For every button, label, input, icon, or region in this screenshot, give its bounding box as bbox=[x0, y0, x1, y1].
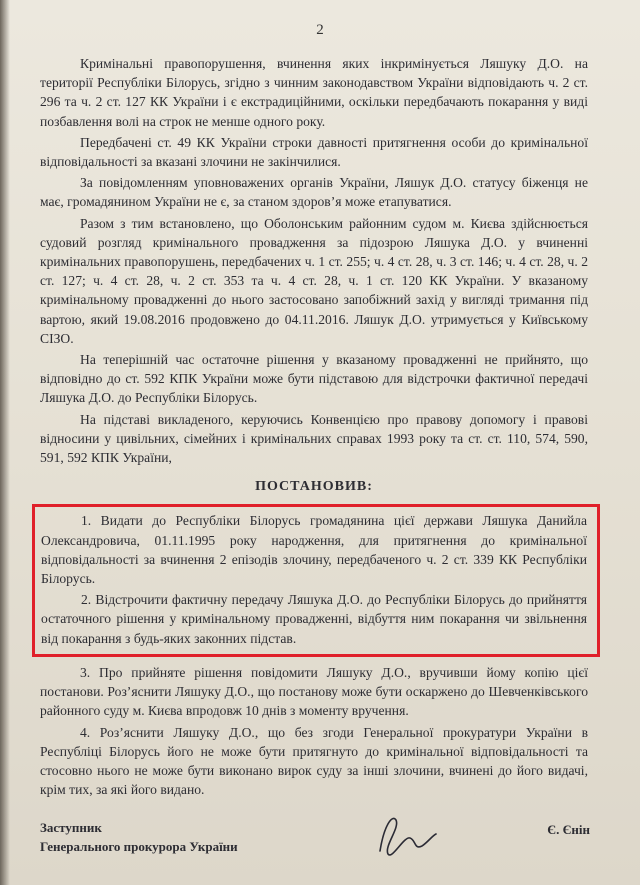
document-body bbox=[40, 54, 588, 801]
paragraph: На теперішній час остаточне рішення у вказаному провадженні не прийнято, що відповідно до ст. 592 КПК України може бути підставою для відстрочки фактичної передачі Ляшука Д.О. до Республіки Білорусь. bbox=[40, 352, 588, 406]
paragraph: Передбачені ст. 49 КК України строки давності притягнення особи до кримінальної відповідальності за вказані злочини не закінчилися. bbox=[40, 134, 588, 170]
signer-title bbox=[40, 818, 238, 856]
signer-title-line: Заступник bbox=[40, 820, 102, 835]
resolution-item: 3. Про прийняте рішення повідомити Ляшуку Д.О., вручивши йому копію цієї постанови. Роз’яснити Ляшуку Д.О., що постанову може бути оскаржено до Шевченківського районного суду м. Києва впродовж 10 днів з моменту вручення. bbox=[40, 664, 588, 719]
page-edge-shadow bbox=[0, 0, 10, 885]
paragraph: На підставі викладеного, керуючись Конвенцією про правову допомогу і правові відносини у цивільних, сімейних і кримінальних справах 1993 року та ст. ст. 110, 574, 590, 591, 592 КПК України, bbox=[40, 411, 588, 466]
resolution-item: 1. Видати до Республіки Білорусь громадянина цієї держави Ляшука Данийла Олександровича, 01.11.1995 року народження, для притягнення до кримінальної відповідальності за вчинення 2 епізодів злочину, передбаченого ч. 2 ст. 339 КК Республіки Білорусь. bbox=[41, 513, 587, 587]
signer-title-line: Генерального прокурора України bbox=[40, 839, 238, 854]
paragraph: Кримінальні правопорушення, вчинення яких інкримінується Ляшуку Д.О. на території Республіки Білорусь, згідно з чинним законодавством України відповідають ч. 2 ст. 296 та ч. 2 ст. 127 КК України і є екстрадиційними, оскільки передбачають покарання у виді позбавлення волі на строк не менше одного року. bbox=[40, 56, 588, 129]
signer-name: Є. Єнін bbox=[547, 822, 590, 837]
resolution-heading: ПОСТАНОВИВ: bbox=[255, 479, 373, 495]
highlighted-section bbox=[32, 504, 600, 656]
paragraph: Разом з тим встановлено, що Оболонським районним судом м. Києва здійснюється судовий розгляд кримінального провадження за підозрою Ляшука Д.О. у вчиненні кримінальних правопорушень, передбачених ч. 1 ст. 255; ч. 4 ст. 28, ч. 3 ст. 146; ч. 4 ст. 28, ч. 2 ст. 127; ч. 4 ст. 28, ч. 2 ст. 353 та ч. 4 ст. 28, ч. 1 ст. 120 КК України. У вказаному кримінальному провадженні до нього застосовано запобіжний захід у вигляді тримання під вартою, який 19.08.2016 продовжено до 04.11.2016. Ляшук Д.О. утримується у Київському СІЗО. bbox=[40, 215, 588, 346]
resolution-item: 4. Роз’яснити Ляшуку Д.О., що без згоди Генеральної прокуратури України в Республіці Білорусь його не може бути притягнуто до кримінальної відповідальності та стосовно нього не може бути виконано вирок суду за інші злочини, вчинені до його видачі, крім тих, за які його видано. bbox=[40, 724, 588, 798]
resolution-item: 2. Відстрочити фактичну передачу Ляшука Д.О. до Республіки Білорусь до прийняття остаточного рішення у кримінальному провадженні, відбуття ним покарання чи звільнення від покарання з будь-яких законних підстав. bbox=[41, 592, 587, 646]
paragraph: За повідомленням уповноважених органів України, Ляшук Д.О. статусу біженця не має, громадянином України не є, за станом здоров’я може етапуватися. bbox=[40, 175, 588, 210]
page-number: 2 bbox=[316, 22, 324, 38]
handwritten-signature-icon bbox=[370, 806, 440, 866]
signature-block bbox=[40, 818, 600, 868]
